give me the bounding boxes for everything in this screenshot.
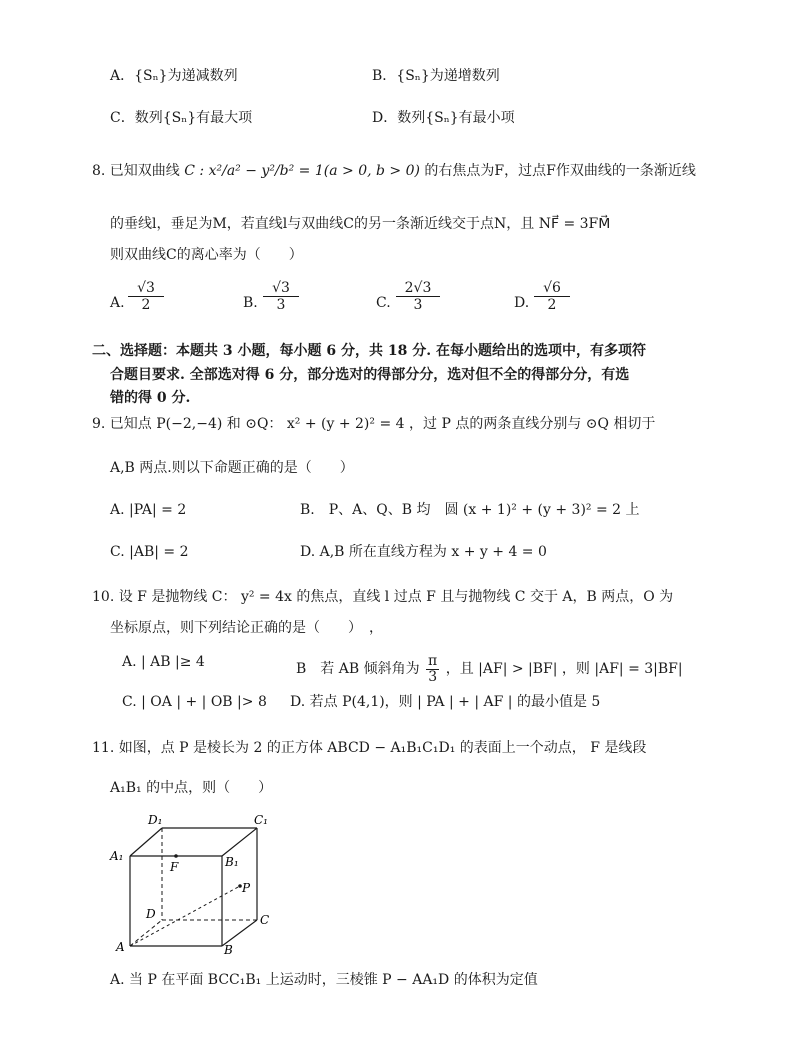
q8-option-d-label: D. [514, 295, 530, 311]
q8-option-d-fraction [534, 280, 570, 313]
q10-option-b-frac-den: 3 [428, 668, 438, 685]
q7-option-a: A．{Sₙ}为递减数列 [110, 68, 238, 84]
point-f [174, 854, 178, 858]
q8-option-a-num: √3 [128, 280, 164, 297]
label-d1: D₁ [148, 813, 163, 827]
section2-line3: 错的得 0 分. [110, 390, 191, 406]
q9-line1: 9. 已知点 P(−2,−4) 和 ⊙Q： x² + (y + 2)² = 4 ，过 P 点的两条直线分别与 ⊙Q 相切于 [92, 416, 656, 432]
edge-a1d1 [130, 828, 162, 856]
q8-line3: 则双曲线C的离心率为（ ） [110, 247, 303, 263]
label-a: A [116, 940, 125, 954]
label-f: F [170, 860, 179, 874]
label-b: B [224, 943, 233, 957]
q11-option-a: A. 当 P 在平面 BCC₁B₁ 上运动时，三棱锥 P − AA₁D 的体积为定值 [110, 972, 538, 988]
q10-option-c: C. | OA | + | OB |> 8 [122, 694, 267, 710]
edge-b1c1 [222, 828, 257, 856]
q10-line1: 10. 设 F 是抛物线 C： y² = 4x 的焦点，直线 l 过点 F 且与抛物线 C 交于 A，B 两点，O 为 [92, 589, 674, 605]
q10-option-b-frac-num: π [428, 653, 438, 669]
q9-option-d: D. A,B 所在直线方程为 x + y + 4 = 0 [300, 544, 547, 560]
q9-option-b: B. P、A、Q、B 均 圆 (x + 1)² + (y + 3)² = 2 上 [300, 502, 640, 518]
q8-equation: C : x²/a² − y²/b² = 1(a > 0, b > 0) [184, 163, 420, 179]
q8-option-d-num: √6 [534, 280, 570, 297]
q10-option-a: A. | AB |≥ 4 [122, 654, 205, 670]
q8-option-b-num: √3 [263, 280, 299, 297]
label-b1: B₁ [225, 855, 239, 869]
q10-line2: 坐标原点，则下列结论正确的是（ ） ， [110, 620, 383, 636]
q8-option-a-den: 2 [141, 297, 151, 314]
q8-option-b-fraction [263, 280, 299, 313]
section2-line2: 合题目要求. 全部选对得 6 分，部分选对的得部分分，选对但不全的得部分分，有选 [110, 367, 630, 383]
q7-option-b: B．{Sₙ}为递增数列 [372, 68, 500, 84]
q8-option-c-label: C. [376, 295, 391, 311]
q8-option-c-fraction [396, 280, 440, 313]
q9-line2: A,B 两点.则以下命题正确的是（ ） [110, 460, 354, 476]
q8-line1 [92, 163, 696, 180]
q11-line1: 11. 如图，点 P 是棱长为 2 的正方体 ABCD − A₁B₁C₁D₁ 的表面上一个动点， F 是线段 [92, 740, 647, 756]
label-c: C [260, 913, 270, 927]
q8-option-b-den: 3 [276, 297, 286, 314]
q8-prefix: 8. 已知双曲线 [92, 163, 180, 179]
label-p: P [242, 881, 251, 895]
label-c1: C₁ [254, 813, 268, 827]
q10-option-b-suffix: ，且 |AF| > |BF| ，则 |AF| = 3|BF| [445, 661, 683, 678]
q10-option-d: D. 若点 P(4,1)，则 | PA | + | AF | 的最小值是 5 [290, 694, 601, 710]
q8-option-a-label: A. [110, 295, 125, 311]
q10-option-b-fraction [426, 654, 439, 684]
label-a1: A₁ [110, 849, 124, 863]
q10-option-b-prefix: B 若 AB 倾斜角为 [296, 661, 420, 678]
q8-option-c-den: 3 [413, 297, 423, 314]
edge-ad-hidden [130, 920, 162, 946]
q8-option-b-label: B. [243, 295, 258, 311]
q8-line2: 的垂线l，垂足为M，若直线l与双曲线C的另一条渐近线交于点N，且 NF⃗ = 3FM⃗ [110, 216, 611, 232]
cube-figure [100, 808, 290, 958]
section2-line1: 二、选择题：本题共 3 小题，每小题 6 分，共 18 分. 在每小题给出的选项中，有多项符 [92, 343, 646, 359]
q10-option-b [296, 654, 683, 684]
q8-option-c-num: 2√3 [396, 280, 440, 297]
q7-option-d: D．数列{Sₙ}有最小项 [372, 110, 515, 126]
q8-suffix: 的右焦点为F，过点F作双曲线的一条渐近线 [424, 163, 696, 179]
q11-line2: A₁B₁ 的中点，则（ ） [110, 780, 273, 796]
q9-option-a: A. |PA| = 2 [110, 502, 187, 518]
q7-option-c: C．数列{Sₙ}有最大项 [110, 110, 253, 126]
q8-option-a-fraction [128, 280, 164, 313]
q9-option-c: C. |AB| = 2 [110, 544, 189, 560]
q8-option-d-den: 2 [547, 297, 557, 314]
label-d: D [146, 907, 156, 921]
